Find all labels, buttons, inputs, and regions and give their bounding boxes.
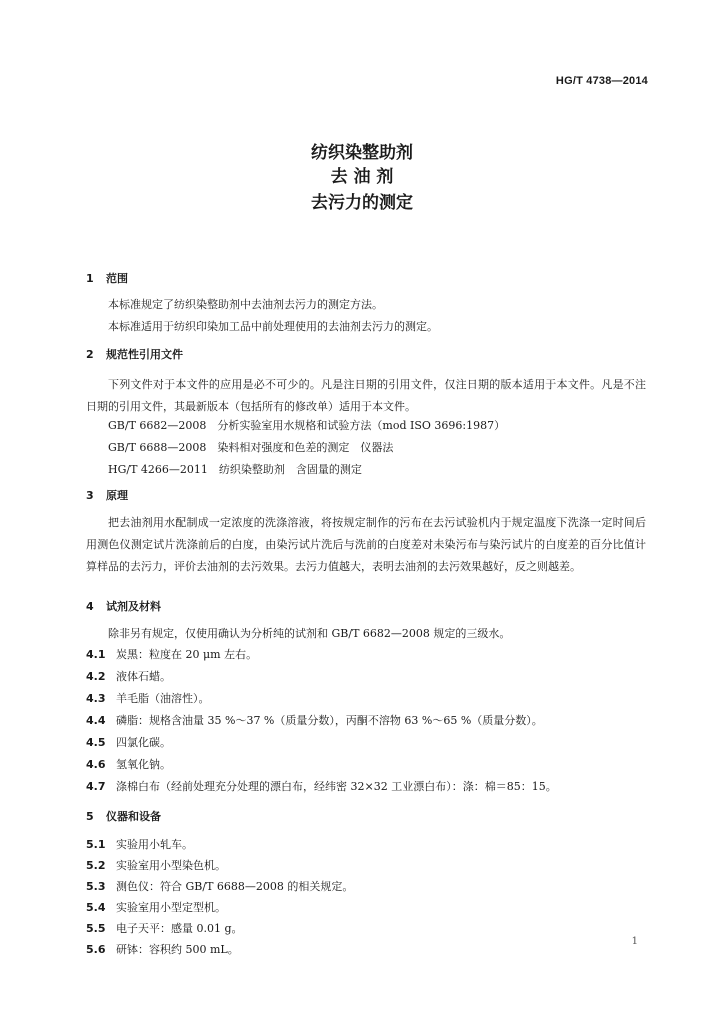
clause-item <box>86 756 171 772</box>
clause-number: 4.1 <box>86 648 106 661</box>
clause-number: 4.6 <box>86 758 106 771</box>
clause-item <box>86 857 226 873</box>
clause-item <box>86 690 210 706</box>
clause-text: 电子天平：感量 0.01 g。 <box>116 922 243 935</box>
clause-item <box>86 778 557 794</box>
reference-item: HG/T 4266—2011 纺织染整助剂 含固量的测定 <box>108 463 362 476</box>
clause-item <box>86 734 171 750</box>
section-3-para-1: 把去油剂用水配制成一定浓度的洗涤溶液，将按规定制作的污布在去污试验机内于规定温度下洗涤一定时间后用测色仪测定试片洗涤前后的白度，由染污试片洗后与洗前的白度差对未染污布与染污试片的白度差的百分比值计算样品的去污力，评价去油剂的去污效果。去污力值越大，表明去油剂的去污效果越好，反之则越差。 <box>86 516 646 573</box>
clause-number: 4.3 <box>86 692 106 705</box>
clause-item <box>86 941 239 957</box>
clause-text: 炭黑：粒度在 20 μm 左右。 <box>116 648 258 661</box>
page-number: 1 <box>631 936 638 947</box>
section-5-heading <box>86 808 161 824</box>
section-title: 范围 <box>106 272 128 285</box>
clause-text: 实验室用小型定型机。 <box>116 901 226 914</box>
clause-number: 4.5 <box>86 736 106 749</box>
reference-item: GB/T 6688—2008 染料相对强度和色差的测定 仪器法 <box>108 441 394 454</box>
section-number: 2 <box>86 348 94 361</box>
clause-text: 四氯化碳。 <box>116 736 171 749</box>
section-number: 1 <box>86 272 94 285</box>
section-number: 5 <box>86 810 94 823</box>
clause-text: 羊毛脂（油溶性）。 <box>116 692 210 705</box>
clause-number: 4.4 <box>86 714 106 727</box>
section-1-para-1: 本标准规定了纺织染整助剂中去油剂去污力的测定方法。 <box>108 298 383 311</box>
clause-text: 磷脂：规格含油量 35 %～37 %（质量分数），丙酮不溶物 63 %～65 %（质量分数）。 <box>116 714 543 727</box>
section-4-para-1: 除非另有规定，仅使用确认为分析纯的试剂和 GB/T 6682—2008 规定的三级水。 <box>108 627 511 640</box>
clause-text: 实验用小轧车。 <box>116 838 193 851</box>
clause-item <box>86 646 257 662</box>
section-3-heading <box>86 487 128 503</box>
section-2-para-1: 下列文件对于本文件的应用是必不可少的。凡是注日期的引用文件，仅注日期的版本适用于本文件。凡是不注日期的引用文件，其最新版本（包括所有的修改单）适用于本文件。 <box>86 378 646 413</box>
section-2-heading <box>86 346 183 362</box>
clause-number: 5.3 <box>86 880 106 893</box>
standard-code: HG/T 4738—2014 <box>555 75 648 87</box>
section-4-heading <box>86 598 161 614</box>
reference-item: GB/T 6682—2008 分析实验室用水规格和试验方法（mod ISO 3696:1987） <box>108 419 506 432</box>
section-number: 4 <box>86 600 94 613</box>
doc-title-line3: 去污力的测定 <box>311 193 413 213</box>
clause-text: 涤棉白布（经前处理充分处理的漂白布，经纬密 32×32 工业漂白布）：涤：棉＝85：15。 <box>116 780 557 793</box>
clause-number: 4.7 <box>86 780 106 793</box>
clause-item <box>86 712 543 728</box>
doc-title-line1: 纺织染整助剂 <box>311 143 413 163</box>
clause-text: 氢氧化钠。 <box>116 758 171 771</box>
clause-item <box>86 920 243 936</box>
section-number: 3 <box>86 489 94 502</box>
clause-number: 5.6 <box>86 943 106 956</box>
section-title: 原理 <box>106 489 128 502</box>
clause-item <box>86 878 353 894</box>
clause-number: 5.5 <box>86 922 106 935</box>
clause-item <box>86 668 171 684</box>
section-1-para-2: 本标准适用于纺织印染加工品中前处理使用的去油剂去污力的测定。 <box>108 320 438 333</box>
clause-text: 测色仪：符合 GB/T 6688—2008 的相关规定。 <box>116 880 354 893</box>
clause-number: 5.1 <box>86 838 106 851</box>
clause-number: 5.2 <box>86 859 106 872</box>
doc-title-line2: 去 油 剂 <box>330 167 394 187</box>
clause-number: 5.4 <box>86 901 106 914</box>
clause-item <box>86 899 226 915</box>
clause-text: 研钵：容积约 500 mL。 <box>116 943 239 956</box>
section-title: 试剂及材料 <box>106 600 161 613</box>
clause-text: 液体石蜡。 <box>116 670 171 683</box>
section-title: 规范性引用文件 <box>106 348 183 361</box>
clause-number: 4.2 <box>86 670 106 683</box>
section-1-heading <box>86 270 128 286</box>
section-title: 仪器和设备 <box>106 810 161 823</box>
clause-item <box>86 836 193 852</box>
clause-text: 实验室用小型染色机。 <box>116 859 226 872</box>
